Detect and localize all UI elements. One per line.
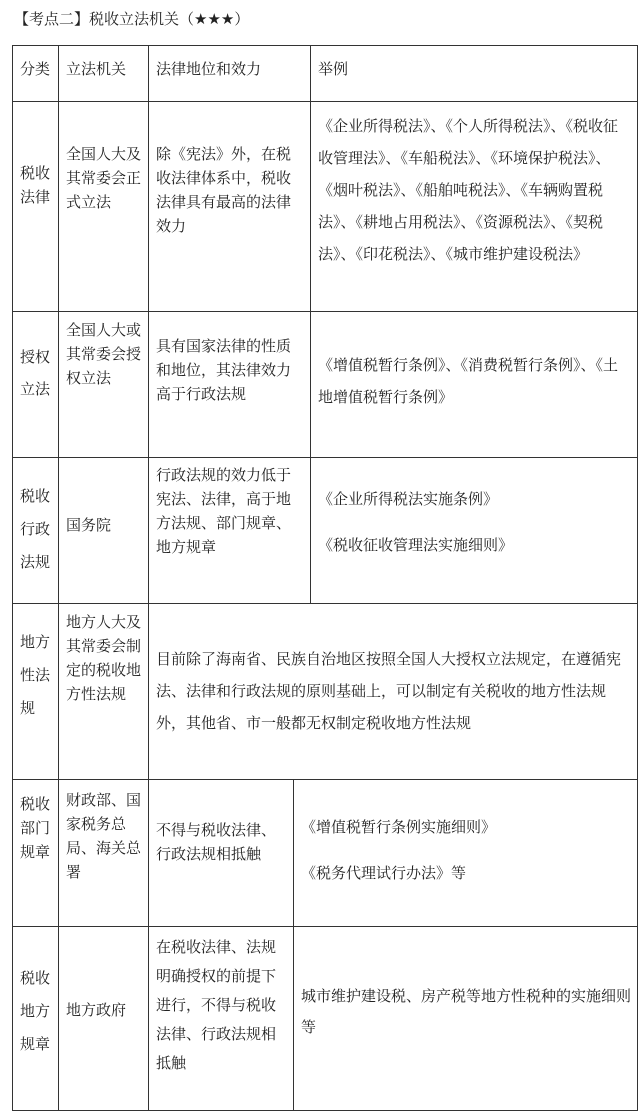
row-organ: 全国人大或其常委会授权立法 [66, 321, 142, 387]
table-row-category-cell [12, 926, 59, 1111]
row-category: 授权立法 [20, 348, 51, 398]
row-examples: 城市维护建设税、房产税等地方性税种的实施细则等 [301, 987, 632, 1036]
row-status: 除《宪法》外，在税收法律体系中，税收法律具有最高的法律效力 [156, 145, 292, 235]
table-row-status-cell [148, 311, 311, 458]
row-organ: 地方人大及其常委会制定的税收地方性法规 [66, 613, 142, 703]
table-row-examples-cell [310, 101, 638, 312]
page-title: 【考点二】税收立法机关（★★★） [14, 10, 250, 28]
row-examples: 《增值税暂行条例》、《消费税暂行条例》、《土地增值税暂行条例》 [318, 356, 619, 406]
row-organ: 地方政府 [66, 1001, 127, 1019]
example-spacer [318, 511, 631, 533]
table-row-examples-cell [293, 926, 638, 1111]
row-organ: 国务院 [66, 516, 112, 534]
example-item: 《税收征收管理法实施细则》 [318, 536, 514, 554]
header-cell-status [148, 45, 311, 102]
header-category-label: 分类 [20, 60, 51, 78]
example-item: 《企业所得税法实施条例》 [318, 490, 499, 508]
header-organ-label: 立法机关 [66, 60, 127, 78]
table-row-merged-cell [148, 603, 638, 780]
table-row-status-cell [148, 101, 311, 312]
row-examples [318, 487, 631, 557]
table-row-status-cell [148, 926, 294, 1111]
header-cell-examples [310, 45, 638, 102]
row-examples: 《企业所得税法》、《个人所得税法》、《税收征收管理法》、《车船税法》、《环境保护税法》、《烟叶税法》、《船舶吨税法》、《车辆购置税法》、《耕地占用税法》、《资源税法》、《契税法》、《印花税法》、《城市维护建设税法》 [318, 117, 619, 263]
table-row-organ-cell [58, 926, 149, 1111]
table-row-category-cell [12, 457, 59, 604]
table-row-category-cell [12, 603, 59, 780]
table-row-organ-cell [58, 101, 149, 312]
table-row-category-cell [12, 101, 59, 312]
row-status: 具有国家法律的性质和地位，其法律效力高于行政法规 [156, 337, 292, 403]
row-merged-text: 目前除了海南省、民族自治地区按照全国人大授权立法规定，在遵循宪法、法律和行政法规的原则基础上，可以制定有关税收的地方性法规外，其他省、市一般都无权制定税收地方性法规 [156, 650, 622, 732]
header-examples-label: 举例 [318, 60, 349, 78]
table-row-status-cell [148, 457, 311, 604]
table-row-organ-cell [58, 457, 149, 604]
row-status: 在税收法律、法规明确授权的前提下进行，不得与税收法律、行政法规相抵触 [156, 938, 277, 1072]
row-category: 地方性法规 [20, 633, 51, 717]
header-cell-organ [58, 45, 149, 102]
table-row-organ-cell [58, 603, 149, 780]
row-examples [301, 815, 631, 885]
row-status: 行政法规的效力低于宪法、法律，高于地方法规、部门规章、地方规章 [156, 466, 292, 556]
row-organ: 财政部、国家税务总局、海关总署 [66, 791, 142, 881]
table-row-organ-cell [58, 311, 149, 458]
row-status: 不得与税收法律、行政法规相抵触 [156, 821, 277, 863]
example-item: 《增值税暂行条例实施细则》 [301, 818, 497, 836]
example-spacer [301, 839, 631, 861]
table-row-examples-cell [293, 779, 638, 927]
row-organ: 全国人大及其常委会正式立法 [66, 145, 142, 211]
row-category: 税收行政法规 [20, 487, 51, 571]
table-row-category-cell [12, 779, 59, 927]
table-row-examples-cell [310, 457, 638, 604]
table-row-organ-cell [58, 779, 149, 927]
table-row-category-cell [12, 311, 59, 458]
row-category: 税收部门规章 [20, 795, 51, 861]
row-category: 税收法律 [20, 164, 51, 206]
row-category: 税收地方规章 [20, 969, 51, 1053]
header-cell-category [12, 45, 59, 102]
header-status-label: 法律地位和效力 [156, 60, 262, 78]
table-row-examples-cell [310, 311, 638, 458]
table-row-status-cell [148, 779, 294, 927]
example-item: 《税务代理试行办法》等 [301, 864, 467, 882]
